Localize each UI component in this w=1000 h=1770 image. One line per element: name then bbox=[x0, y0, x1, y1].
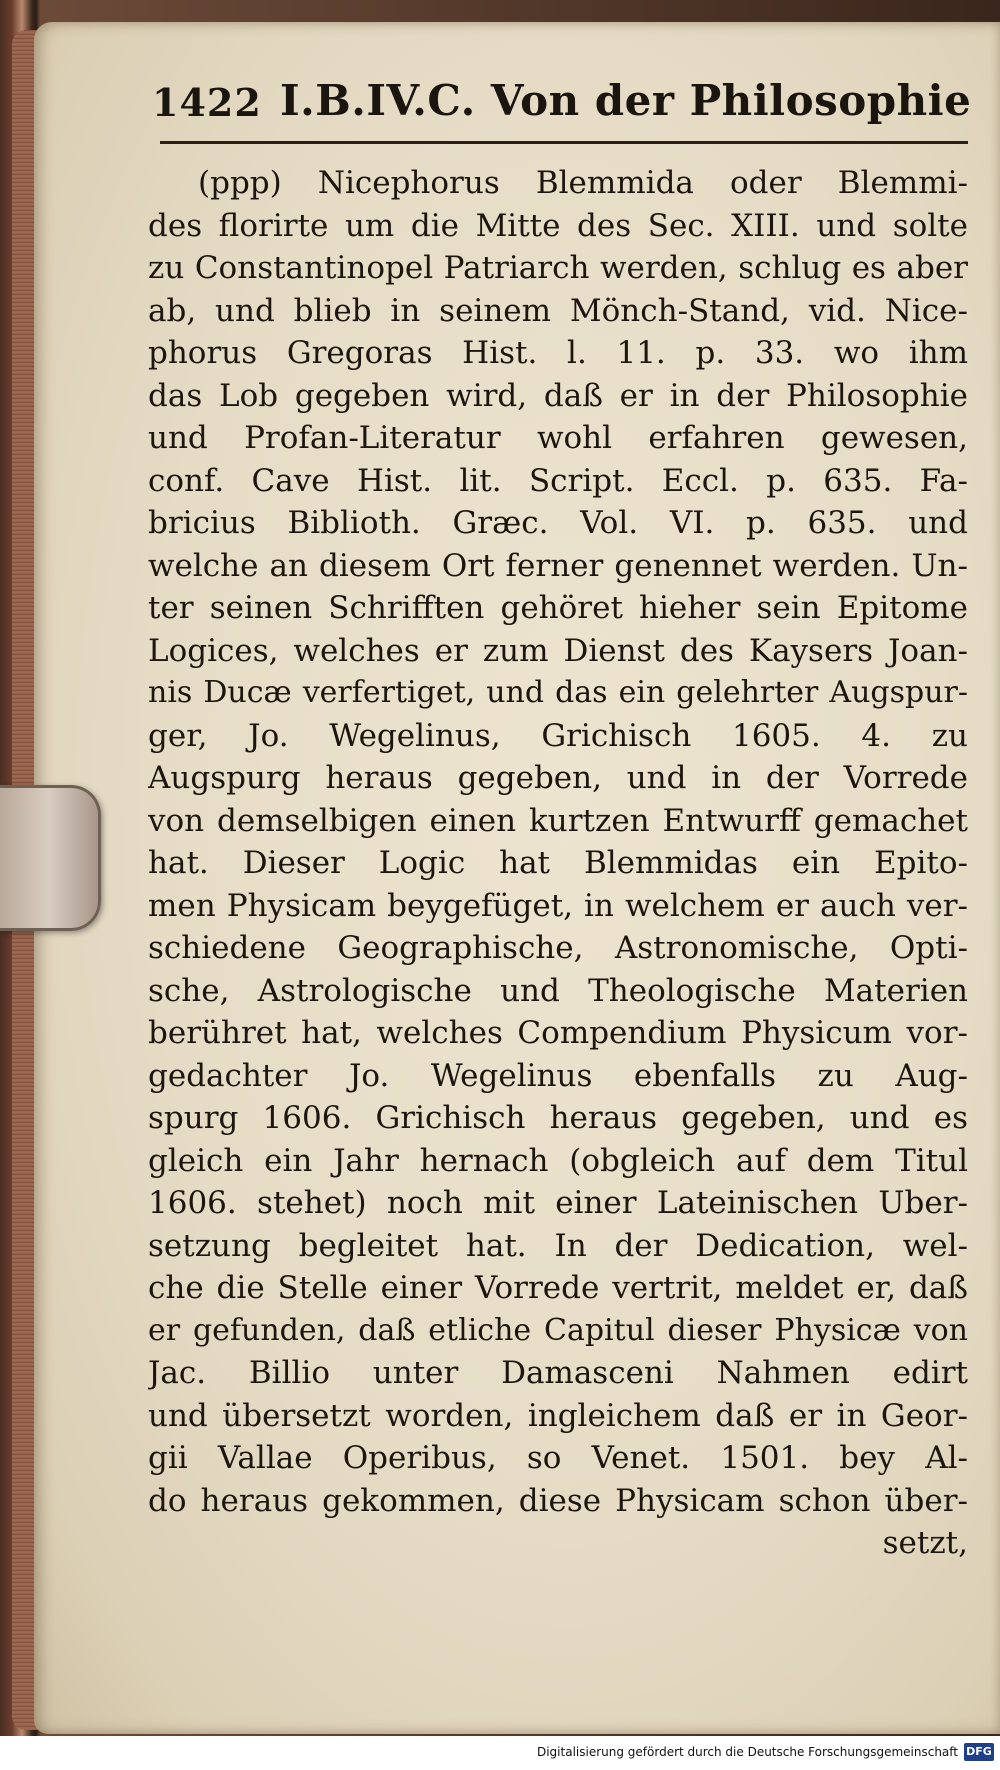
text-line: gleich ein Jahr hernach (obgleich auf dem Titul bbox=[148, 1142, 968, 1179]
text-line: berühret hat, welches Compendium Physicum vor- bbox=[148, 1015, 968, 1051]
text-line: bricius Biblioth. Græc. Vol. VI. p. 635. und bbox=[148, 505, 968, 541]
text-line: 1606. stehet) noch mit einer Lateinischen Uber- bbox=[148, 1185, 968, 1221]
text-line: ter seinen Schrifften gehöret hieher sein Epitome bbox=[148, 590, 968, 626]
header-rule bbox=[160, 141, 968, 144]
funding-credit: Digitalisierung gefördert durch die Deutsche Forschungsgemeinschaft bbox=[536, 1745, 958, 1759]
text-line: ger, Jo. Wegelinus, Grichisch 1605. 4. zu bbox=[148, 717, 968, 754]
digitization-footer bbox=[0, 1736, 1000, 1770]
text-line: zu Constantinopel Patriarch werden, schlug es aber bbox=[148, 250, 968, 286]
body-text bbox=[148, 162, 968, 1565]
text-line: des florirte um die Mitte des Sec. XIII. und solte bbox=[148, 207, 968, 244]
text-line: phorus Gregoras Hist. l. 11. p. 33. wo ihm bbox=[148, 335, 968, 371]
text-line: Jac. Billio unter Damasceni Nahmen edirt bbox=[148, 1355, 968, 1391]
running-head: I.B.IV.C. Von der Philosophie bbox=[280, 76, 972, 125]
text-line: und übersetzt worden, ingleichem daß er in Geor- bbox=[148, 1397, 968, 1434]
book-clasp bbox=[0, 785, 101, 931]
text-line: gedachter Jo. Wegelinus ebenfalls zu Aug- bbox=[148, 1057, 968, 1094]
text-line: hat. Dieser Logic hat Blemmidas ein Epito- bbox=[148, 845, 968, 881]
text-line: nis Ducæ verfertiget, und das ein gelehrter Augspur- bbox=[148, 675, 968, 710]
text-line: er gefunden, daß etliche Capitul dieser Physicæ von bbox=[148, 1312, 968, 1348]
text-line: Augspurg heraus gegeben, und in der Vorrede bbox=[148, 760, 968, 796]
text-line: che die Stelle einer Vorrede vertrit, meldet er, daß bbox=[148, 1270, 968, 1306]
text-line: do heraus gekommen, diese Physicam schon über- bbox=[148, 1482, 968, 1519]
page-header bbox=[152, 70, 972, 140]
text-line: schiedene Geographische, Astronomische, Opti- bbox=[148, 930, 968, 966]
text-line: ab, und blieb in seinem Mönch-Stand, vid. Nice- bbox=[148, 292, 968, 329]
text-line: Logices, welches er zum Dienst des Kaysers Joan- bbox=[148, 632, 968, 669]
catchword-line: setzt, bbox=[882, 1525, 968, 1561]
text-line: welche an diesem Ort ferner genennet werden. Un- bbox=[148, 547, 968, 584]
text-line: das Lob gegeben wird, daß er in der Philosophie bbox=[148, 377, 968, 414]
dfg-logo: DFG bbox=[964, 1743, 994, 1761]
page-number: 1422 bbox=[152, 80, 262, 125]
text-line: spurg 1606. Grichisch heraus gegeben, und es bbox=[148, 1100, 968, 1136]
text-line: und Profan-Literatur wohl erfahren gewesen, bbox=[148, 420, 968, 456]
text-line: setzung begleitet hat. In der Dedication, wel- bbox=[148, 1227, 968, 1264]
text-line: von demselbigen einen kurtzen Entwurff gemachet bbox=[148, 802, 968, 839]
text-line: gii Vallae Operibus, so Venet. 1501. bey Al- bbox=[148, 1440, 968, 1476]
text-line: sche, Astrologische und Theologische Materien bbox=[148, 972, 968, 1009]
text-line: (ppp) Nicephorus Blemmida oder Blemmi- bbox=[198, 165, 968, 201]
text-line: men Physicam beygefüget, in welchem er auch ver- bbox=[148, 887, 968, 924]
text-line: conf. Cave Hist. lit. Script. Eccl. p. 635. Fa- bbox=[148, 462, 968, 499]
